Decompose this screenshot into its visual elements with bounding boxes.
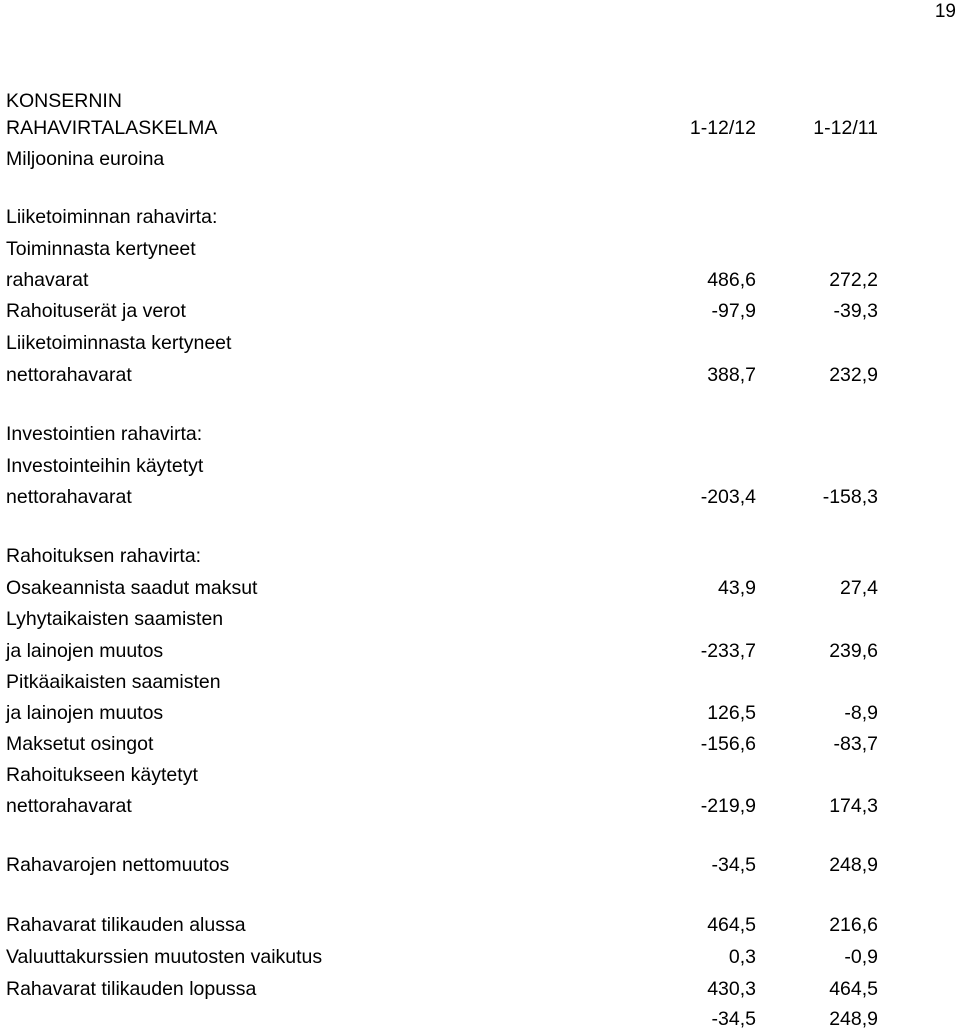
row-value-2012: -233,7 [700, 640, 756, 662]
row-value-2011: -83,7 [833, 733, 878, 755]
table-row [6, 363, 886, 387]
row-value-2011: 216,6 [829, 914, 878, 936]
row-label: Rahoitukseen käytetyt [6, 764, 198, 786]
table-row [6, 977, 886, 1001]
row-label: rahavarat [6, 269, 89, 291]
row-value-2012: 388,7 [707, 364, 756, 386]
row-label: Osakeannista saadut maksut [6, 577, 258, 599]
table-row [6, 945, 886, 969]
row-value-2011: 248,9 [829, 1008, 878, 1030]
table-row [6, 237, 886, 261]
row-value-2012: -34,5 [711, 1008, 756, 1030]
row-label: Investointien rahavirta: [6, 423, 203, 445]
row-value-2012: 430,3 [707, 978, 756, 1000]
row-label: Rahavarat tilikauden lopussa [6, 978, 257, 1000]
table-row [6, 607, 886, 631]
unit-line [6, 147, 886, 171]
row-value-2011: 464,5 [829, 978, 878, 1000]
row-value-2011: -0,9 [844, 946, 878, 968]
title-konsernin: KONSERNIN [6, 90, 122, 112]
row-value-2012: -34,5 [711, 854, 756, 876]
row-label: Valuuttakurssien muutosten vaikutus [6, 946, 323, 968]
row-value-2012: -156,6 [700, 733, 756, 755]
table-row [6, 454, 886, 478]
table-row [6, 299, 886, 323]
row-label: Liiketoiminnasta kertyneet [6, 332, 232, 354]
row-label: nettorahavarat [6, 486, 132, 508]
row-value-2011: -8,9 [844, 702, 878, 724]
row-label: Toiminnasta kertyneet [6, 238, 196, 260]
row-label: nettorahavarat [6, 795, 132, 817]
row-value-2012: 464,5 [707, 914, 756, 936]
title-line-1 [6, 89, 886, 113]
table-row [6, 485, 886, 509]
row-value-2011: -158,3 [822, 486, 878, 508]
column-header-2012: 1-12/12 [689, 117, 756, 139]
row-value-2011: 27,4 [840, 577, 878, 599]
row-value-2012: 126,5 [707, 702, 756, 724]
row-value-2012: -203,4 [700, 486, 756, 508]
row-value-2011: 174,3 [829, 795, 878, 817]
row-label: Rahoituserät ja verot [6, 300, 186, 322]
table-row [6, 670, 886, 694]
row-label: Rahoituksen rahavirta: [6, 545, 202, 567]
row-label: Lyhytaikaisten saamisten [6, 608, 224, 630]
row-value-2011: 239,6 [829, 640, 878, 662]
row-value-2012: 0,3 [728, 946, 756, 968]
title-line-2 [6, 116, 886, 140]
table-row [6, 639, 886, 663]
table-row [6, 205, 886, 229]
table-row [6, 576, 886, 600]
row-label: Pitkäaikaisten saamisten [6, 671, 221, 693]
row-value-2011: 272,2 [829, 269, 878, 291]
table-row [6, 701, 886, 725]
row-value-2011: -39,3 [833, 300, 878, 322]
table-row [6, 331, 886, 355]
page-number: 19 [934, 1, 956, 22]
row-label: Investointeihin käytetyt [6, 455, 204, 477]
table-row [6, 732, 886, 756]
table-row [6, 913, 886, 937]
table-row [6, 794, 886, 818]
row-label: nettorahavarat [6, 364, 132, 386]
row-value-2012: -219,9 [700, 795, 756, 817]
row-label: Maksetut osingot [6, 733, 154, 755]
row-value-2012: -97,9 [711, 300, 756, 322]
row-label: ja lainojen muutos [6, 640, 164, 662]
table-row [6, 1007, 886, 1031]
column-header-2011: 1-12/11 [813, 117, 878, 139]
table-row [6, 763, 886, 787]
title-rahavirtalaskelma: RAHAVIRTALASKELMA [6, 117, 218, 139]
row-label: ja lainojen muutos [6, 702, 164, 724]
row-value-2011: 248,9 [829, 854, 878, 876]
row-label: Rahavarat tilikauden alussa [6, 914, 246, 936]
row-label: Rahavarojen nettomuutos [6, 854, 230, 876]
row-value-2012: 43,9 [718, 577, 756, 599]
table-row [6, 268, 886, 292]
table-row [6, 422, 886, 446]
table-row [6, 544, 886, 568]
row-value-2011: 232,9 [829, 364, 878, 386]
table-row [6, 853, 886, 877]
unit-label: Miljoonina euroina [6, 148, 165, 170]
row-value-2012: 486,6 [707, 269, 756, 291]
row-label: Liiketoiminnan rahavirta: [6, 206, 218, 228]
